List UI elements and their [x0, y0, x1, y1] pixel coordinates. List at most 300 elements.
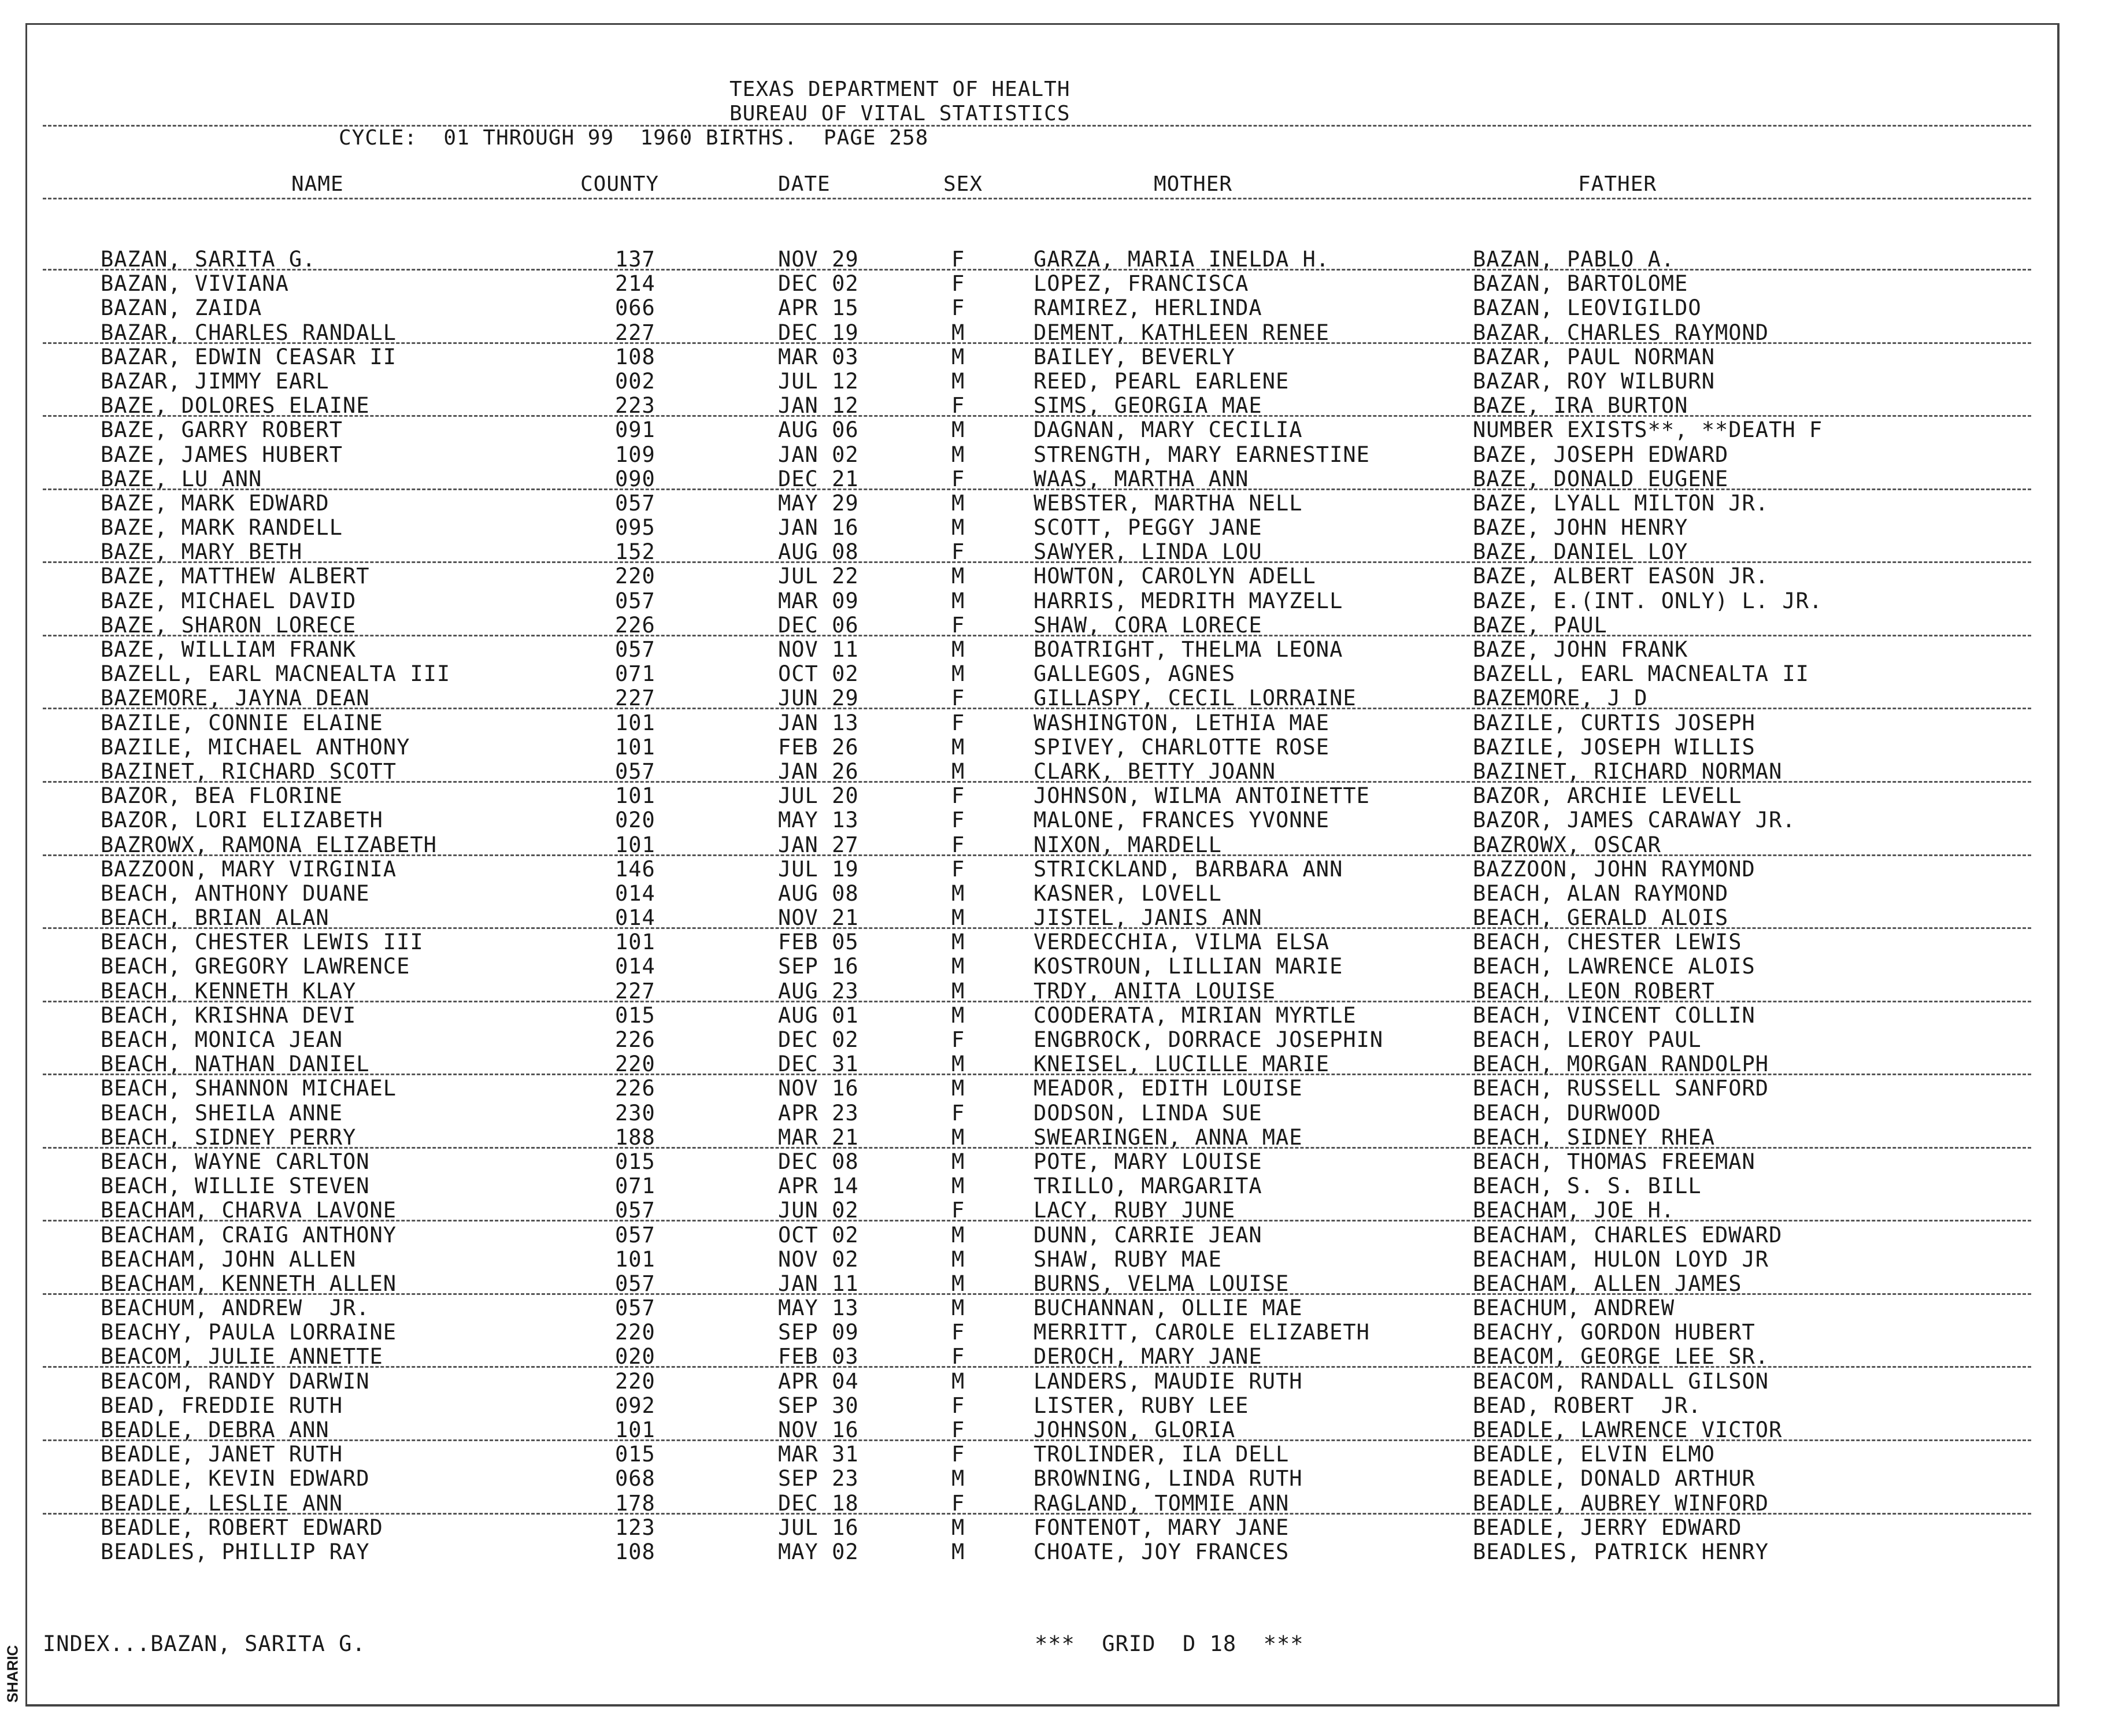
- table-row: [0, 247, 2115, 271]
- cell-father: BEADLES, PATRICK HENRY: [1473, 1539, 1769, 1564]
- cell-father: BEACHY, GORDON HUBERT: [1473, 1320, 1755, 1345]
- cell-county: 066: [615, 295, 655, 321]
- cell-name: BAZE, MATTHEW ALBERT: [101, 564, 370, 589]
- table-row: [0, 1052, 2115, 1076]
- cell-county: 071: [615, 661, 655, 687]
- cell-name: BEAD, FREDDIE RUTH: [101, 1393, 343, 1418]
- cell-date: APR 15: [778, 295, 859, 321]
- cell-county: 226: [615, 1027, 655, 1052]
- cell-county: 101: [615, 783, 655, 809]
- cell-name: BEADLES, PHILLIP RAY: [101, 1539, 370, 1564]
- cell-date: JUL 16: [778, 1515, 859, 1540]
- cell-date: SEP 30: [778, 1393, 859, 1418]
- cell-sex: M: [951, 734, 965, 760]
- cell-date: FEB 05: [778, 930, 859, 955]
- table-row: [0, 1515, 2115, 1539]
- cell-date: DEC 31: [778, 1052, 859, 1077]
- table-row: [0, 295, 2115, 320]
- cell-county: 014: [615, 880, 655, 906]
- cell-sex: M: [951, 1149, 965, 1174]
- cell-sex: M: [951, 1076, 965, 1101]
- cell-sex: F: [951, 783, 965, 809]
- cell-mother: TRDY, ANITA LOUISE: [1034, 978, 1276, 1004]
- cell-county: 227: [615, 320, 655, 345]
- cell-county: 226: [615, 612, 655, 638]
- cell-date: JAN 26: [778, 758, 859, 784]
- cell-father: BEACH, ALAN RAYMOND: [1473, 880, 1729, 906]
- cell-sex: F: [951, 539, 965, 565]
- cell-father: BEADLE, AUBREY WINFORD: [1473, 1490, 1769, 1516]
- table-row: [0, 710, 2115, 735]
- cell-mother: HOWTON, CAROLYN ADELL: [1034, 564, 1316, 589]
- cell-county: 227: [615, 978, 655, 1004]
- table-row: [0, 637, 2115, 661]
- cell-name: BEACHAM, JOHN ALLEN: [101, 1246, 357, 1272]
- cell-county: 057: [615, 1198, 655, 1223]
- cell-father: BEADLE, JERRY EDWARD: [1473, 1515, 1742, 1540]
- cell-father: BEACH, LEROY PAUL: [1473, 1027, 1702, 1052]
- column-header-divider: [43, 198, 2031, 199]
- cell-father: BEACH, RUSSELL SANFORD: [1473, 1076, 1769, 1101]
- cell-sex: M: [951, 880, 965, 906]
- cell-name: BEACHAM, CHARVA LAVONE: [101, 1198, 397, 1223]
- cell-mother: ENGBROCK, DORRACE JOSEPHIN: [1034, 1027, 1384, 1052]
- cell-father: BAZAN, BARTOLOME: [1473, 271, 1688, 297]
- table-row: [0, 369, 2115, 393]
- table-row: [0, 1539, 2115, 1564]
- cell-county: 090: [615, 466, 655, 491]
- cell-date: NOV 16: [778, 1417, 859, 1442]
- cell-name: BAZILE, MICHAEL ANTHONY: [101, 734, 410, 760]
- cell-father: BEACH, DURWOOD: [1473, 1100, 1661, 1126]
- cell-father: BEADLE, LAWRENCE VICTOR: [1473, 1417, 1783, 1442]
- cell-father: BAZAN, PABLO A.: [1473, 247, 1675, 272]
- cell-name: BAZEMORE, JAYNA DEAN: [101, 686, 370, 711]
- cell-date: MAR 09: [778, 588, 859, 613]
- cell-sex: F: [951, 612, 965, 638]
- cell-date: APR 14: [778, 1174, 859, 1199]
- cell-father: BEACHAM, CHARLES EDWARD: [1473, 1222, 1783, 1248]
- cell-county: 137: [615, 247, 655, 272]
- cell-name: BAZILE, CONNIE ELAINE: [101, 710, 383, 735]
- cell-date: MAR 31: [778, 1442, 859, 1467]
- cell-father: BAZOR, JAMES CARAWAY JR.: [1473, 808, 1796, 833]
- cell-father: BEADLE, ELVIN ELMO: [1473, 1442, 1715, 1467]
- cell-father: BAZE, DONALD EUGENE: [1473, 466, 1729, 491]
- cell-name: BEADLE, ROBERT EDWARD: [101, 1515, 383, 1540]
- cell-father: BAZELL, EARL MACNEALTA II: [1473, 661, 1809, 687]
- cell-date: JAN 27: [778, 832, 859, 857]
- cell-mother: WAAS, MARTHA ANN: [1034, 466, 1249, 491]
- cell-name: BAZE, WILLIAM FRANK: [101, 637, 357, 662]
- cell-date: JAN 12: [778, 393, 859, 419]
- cell-county: 015: [615, 1002, 655, 1028]
- cell-father: BEACHAM, HULON LOYD JR: [1473, 1246, 1769, 1272]
- cell-county: 214: [615, 271, 655, 297]
- header-cycle: CYCLE: 01 THROUGH 99 1960 BIRTHS. PAGE 258: [339, 126, 929, 150]
- cell-name: BEACH, BRIAN ALAN: [101, 905, 329, 931]
- cell-mother: CLARK, BETTY JOANN: [1034, 758, 1276, 784]
- cell-date: APR 04: [778, 1368, 859, 1394]
- cell-sex: M: [951, 637, 965, 662]
- cell-name: BAZE, MARY BETH: [101, 539, 303, 565]
- cell-county: 220: [615, 1320, 655, 1345]
- cell-name: BEACOM, JULIE ANNETTE: [101, 1344, 383, 1369]
- cell-mother: BROWNING, LINDA RUTH: [1034, 1466, 1303, 1491]
- cell-county: 101: [615, 710, 655, 735]
- cell-sex: F: [951, 710, 965, 735]
- cell-mother: VERDECCHIA, VILMA ELSA: [1034, 930, 1330, 955]
- table-row: [0, 393, 2115, 417]
- cell-date: OCT 02: [778, 661, 859, 687]
- cell-sex: M: [951, 1539, 965, 1564]
- cell-date: MAY 13: [778, 808, 859, 833]
- cell-county: 101: [615, 1246, 655, 1272]
- table-row: [0, 1101, 2115, 1125]
- cell-mother: KNEISEL, LUCILLE MARIE: [1034, 1052, 1330, 1077]
- cell-date: MAY 13: [778, 1295, 859, 1321]
- cell-mother: SHAW, RUBY MAE: [1034, 1246, 1222, 1272]
- footer-grid: *** GRID D 18 ***: [1035, 1631, 1304, 1656]
- cell-father: BAZE, DANIEL LOY: [1473, 539, 1688, 565]
- cell-name: BEADLE, DEBRA ANN: [101, 1417, 329, 1442]
- cell-date: SEP 09: [778, 1320, 859, 1345]
- table-row: [0, 661, 2115, 686]
- cell-name: BAZE, MARK EDWARD: [101, 490, 329, 516]
- cell-sex: M: [951, 1515, 965, 1540]
- cell-sex: F: [951, 1027, 965, 1052]
- cell-father: BAZAR, CHARLES RAYMOND: [1473, 320, 1769, 345]
- cell-date: AUG 23: [778, 978, 859, 1004]
- cell-date: JAN 11: [778, 1271, 859, 1296]
- cell-mother: KASNER, LOVELL: [1034, 880, 1222, 906]
- table-row: [0, 881, 2115, 905]
- cell-sex: M: [951, 1002, 965, 1028]
- column-header-mother: MOTHER: [1154, 172, 1233, 196]
- cell-name: BAZE, MICHAEL DAVID: [101, 588, 357, 613]
- cell-mother: MERRITT, CAROLE ELIZABETH: [1034, 1320, 1370, 1345]
- cell-sex: M: [951, 1271, 965, 1296]
- column-header-name: NAME: [291, 172, 344, 196]
- table-row: [0, 1003, 2115, 1027]
- table-row: [0, 735, 2115, 759]
- cell-county: 178: [615, 1490, 655, 1516]
- cell-date: JUN 02: [778, 1198, 859, 1223]
- cell-date: AUG 08: [778, 880, 859, 906]
- cell-mother: HARRIS, MEDRITH MAYZELL: [1034, 588, 1343, 613]
- cell-mother: BUCHANNAN, OLLIE MAE: [1034, 1295, 1303, 1321]
- cell-county: 227: [615, 686, 655, 711]
- cell-date: AUG 08: [778, 539, 859, 565]
- table-row: [0, 442, 2115, 467]
- table-row: [0, 930, 2115, 954]
- header-department: TEXAS DEPARTMENT OF HEALTH: [729, 77, 1071, 101]
- cell-mother: POTE, MARY LOUISE: [1034, 1149, 1262, 1174]
- cell-name: BAZAR, EDWIN CEASAR II: [101, 344, 397, 369]
- cell-father: BEACHAM, ALLEN JAMES: [1473, 1271, 1742, 1296]
- cell-date: JUL 20: [778, 783, 859, 809]
- cell-name: BAZE, GARRY ROBERT: [101, 417, 343, 443]
- cell-county: 092: [615, 1393, 655, 1418]
- cell-county: 057: [615, 490, 655, 516]
- cell-father: BEACH, S. S. BILL: [1473, 1174, 1702, 1199]
- cell-father: BEACHAM, JOE H.: [1473, 1198, 1675, 1223]
- cell-sex: F: [951, 808, 965, 833]
- table-row: [0, 1247, 2115, 1271]
- cell-name: BEADLE, KEVIN EDWARD: [101, 1466, 370, 1491]
- cell-date: NOV 16: [778, 1076, 859, 1101]
- cell-father: BAZE, ALBERT EASON JR.: [1473, 564, 1769, 589]
- cell-sex: M: [951, 1174, 965, 1199]
- cell-mother: TROLINDER, ILA DELL: [1034, 1442, 1290, 1467]
- cell-sex: M: [951, 758, 965, 784]
- cell-mother: RAGLAND, TOMMIE ANN: [1034, 1490, 1290, 1516]
- cell-name: BEACOM, RANDY DARWIN: [101, 1368, 370, 1394]
- cell-county: 108: [615, 344, 655, 369]
- cell-name: BEACHY, PAULA LORRAINE: [101, 1320, 397, 1345]
- cell-name: BEACH, SHEILA ANNE: [101, 1100, 343, 1126]
- cell-mother: SCOTT, PEGGY JANE: [1034, 515, 1262, 541]
- table-row: [0, 613, 2115, 637]
- cell-mother: TRILLO, MARGARITA: [1034, 1174, 1262, 1199]
- cell-mother: BOATRIGHT, THELMA LEONA: [1034, 637, 1343, 662]
- column-header-father: FATHER: [1578, 172, 1657, 196]
- cell-name: BEACH, MONICA JEAN: [101, 1027, 343, 1052]
- cell-mother: GARZA, MARIA INELDA H.: [1034, 247, 1330, 272]
- cell-name: BEADLE, JANET RUTH: [101, 1442, 343, 1467]
- cell-mother: BURNS, VELMA LOUISE: [1034, 1271, 1290, 1296]
- cell-date: JAN 02: [778, 442, 859, 467]
- cell-sex: M: [951, 1124, 965, 1150]
- table-row: [0, 686, 2115, 710]
- table-row: [0, 1198, 2115, 1222]
- cell-name: BAZAN, ZAIDA: [101, 295, 262, 321]
- cell-name: BAZOR, BEA FLORINE: [101, 783, 343, 809]
- table-row: [0, 1466, 2115, 1490]
- cell-county: 188: [615, 1124, 655, 1150]
- cell-county: 109: [615, 442, 655, 467]
- cell-date: JUN 29: [778, 686, 859, 711]
- cell-sex: M: [951, 905, 965, 931]
- cell-father: BAZZOON, JOHN RAYMOND: [1473, 856, 1755, 882]
- table-row: [0, 320, 2115, 345]
- cell-father: BEACHUM, ANDREW: [1473, 1295, 1675, 1321]
- cell-county: 152: [615, 539, 655, 565]
- cell-date: OCT 02: [778, 1222, 859, 1248]
- cell-date: JUL 12: [778, 368, 859, 394]
- cell-date: DEC 02: [778, 271, 859, 297]
- table-row: [0, 783, 2115, 808]
- cell-name: BAZE, DOLORES ELAINE: [101, 393, 370, 419]
- cell-father: BAZAR, PAUL NORMAN: [1473, 344, 1715, 369]
- column-header-county: COUNTY: [580, 172, 660, 196]
- cell-sex: M: [951, 1052, 965, 1077]
- table-row: [0, 467, 2115, 491]
- cell-father: BAZE, JOSEPH EDWARD: [1473, 442, 1729, 467]
- cell-mother: JOHNSON, WILMA ANTOINETTE: [1034, 783, 1370, 809]
- table-row: [0, 1320, 2115, 1344]
- cell-name: BAZZOON, MARY VIRGINIA: [101, 856, 397, 882]
- cell-sex: F: [951, 856, 965, 882]
- cell-name: BEACH, SHANNON MICHAEL: [101, 1076, 397, 1101]
- cell-father: BEADLE, DONALD ARTHUR: [1473, 1466, 1755, 1491]
- cell-mother: DEMENT, KATHLEEN RENEE: [1034, 320, 1330, 345]
- cell-sex: M: [951, 1466, 965, 1491]
- cell-date: DEC 02: [778, 1027, 859, 1052]
- cell-sex: F: [951, 271, 965, 297]
- cell-mother: SHAW, CORA LORECE: [1034, 612, 1262, 638]
- cell-county: 226: [615, 1076, 655, 1101]
- table-row: [0, 1174, 2115, 1198]
- cell-mother: MALONE, FRANCES YVONNE: [1034, 808, 1330, 833]
- cell-sex: F: [951, 1417, 965, 1442]
- cell-name: BAZAR, JIMMY EARL: [101, 368, 329, 394]
- table-row: [0, 1344, 2115, 1368]
- table-row: [0, 1442, 2115, 1466]
- table-row: [0, 539, 2115, 564]
- cell-mother: LISTER, RUBY LEE: [1034, 1393, 1249, 1418]
- header-bureau: BUREAU OF VITAL STATISTICS: [729, 102, 1071, 125]
- cell-name: BEACH, NATHAN DANIEL: [101, 1052, 370, 1077]
- cell-mother: JOHNSON, GLORIA: [1034, 1417, 1236, 1442]
- table-row: [0, 759, 2115, 783]
- table-row: [0, 1295, 2115, 1320]
- cell-county: 101: [615, 930, 655, 955]
- cell-date: JUL 19: [778, 856, 859, 882]
- cell-date: AUG 06: [778, 417, 859, 443]
- column-header-sex: SEX: [943, 172, 983, 196]
- cell-name: BAZINET, RICHARD SCOTT: [101, 758, 397, 784]
- cell-father: BAZE, JOHN FRANK: [1473, 637, 1688, 662]
- cell-mother: DODSON, LINDA SUE: [1034, 1100, 1262, 1126]
- cell-sex: M: [951, 661, 965, 687]
- cell-mother: LOPEZ, FRANCISCA: [1034, 271, 1249, 297]
- cell-mother: STRICKLAND, BARBARA ANN: [1034, 856, 1343, 882]
- cell-father: BEACH, LEON ROBERT: [1473, 978, 1715, 1004]
- cell-date: DEC 06: [778, 612, 859, 638]
- cell-father: NUMBER EXISTS**, **DEATH F: [1473, 417, 1823, 443]
- cell-mother: GALLEGOS, AGNES: [1034, 661, 1236, 687]
- cell-mother: NIXON, MARDELL: [1034, 832, 1222, 857]
- cell-sex: M: [951, 1246, 965, 1272]
- cell-sex: M: [951, 1222, 965, 1248]
- cell-mother: CHOATE, JOY FRANCES: [1034, 1539, 1290, 1564]
- cell-county: 223: [615, 393, 655, 419]
- cell-father: BEACH, GERALD ALOIS: [1473, 905, 1729, 931]
- cell-father: BAZILE, JOSEPH WILLIS: [1473, 734, 1755, 760]
- cell-sex: F: [951, 1490, 965, 1516]
- cell-mother: LANDERS, MAUDIE RUTH: [1034, 1368, 1303, 1394]
- cell-county: 095: [615, 515, 655, 541]
- cell-father: BEACH, SIDNEY RHEA: [1473, 1124, 1715, 1150]
- cell-county: 057: [615, 1295, 655, 1321]
- cell-father: BAZROWX, OSCAR: [1473, 832, 1661, 857]
- cell-county: 220: [615, 564, 655, 589]
- cell-county: 101: [615, 734, 655, 760]
- cell-name: BEACH, KENNETH KLAY: [101, 978, 357, 1004]
- table-row: [0, 1027, 2115, 1052]
- cell-mother: RAMIREZ, HERLINDA: [1034, 295, 1262, 321]
- cell-county: 146: [615, 856, 655, 882]
- table-row: [0, 1271, 2115, 1295]
- cell-county: 057: [615, 758, 655, 784]
- cell-name: BAZE, JAMES HUBERT: [101, 442, 343, 467]
- table-row: [0, 588, 2115, 613]
- cell-date: JAN 13: [778, 710, 859, 735]
- cell-father: BAZE, LYALL MILTON JR.: [1473, 490, 1769, 516]
- cell-name: BEACH, WAYNE CARLTON: [101, 1149, 370, 1174]
- cell-date: FEB 03: [778, 1344, 859, 1369]
- cell-mother: COODERATA, MIRIAN MYRTLE: [1034, 1002, 1357, 1028]
- cell-date: NOV 02: [778, 1246, 859, 1272]
- cell-name: BAZE, MARK RANDELL: [101, 515, 343, 541]
- cell-mother: SWEARINGEN, ANNA MAE: [1034, 1124, 1303, 1150]
- table-row: [0, 1491, 2115, 1515]
- cell-sex: F: [951, 393, 965, 419]
- cell-county: 220: [615, 1052, 655, 1077]
- cell-mother: DUNN, CARRIE JEAN: [1034, 1222, 1262, 1248]
- cell-father: BAZILE, CURTIS JOSEPH: [1473, 710, 1755, 735]
- cell-county: 057: [615, 637, 655, 662]
- cell-name: BAZE, SHARON LORECE: [101, 612, 357, 638]
- cell-sex: F: [951, 1393, 965, 1418]
- cell-county: 230: [615, 1100, 655, 1126]
- cell-county: 057: [615, 1222, 655, 1248]
- cell-date: SEP 23: [778, 1466, 859, 1491]
- cell-county: 057: [615, 1271, 655, 1296]
- cell-sex: M: [951, 978, 965, 1004]
- cell-mother: JISTEL, JANIS ANN: [1034, 905, 1262, 931]
- cell-father: BEACH, LAWRENCE ALOIS: [1473, 954, 1755, 979]
- cell-county: 123: [615, 1515, 655, 1540]
- cell-sex: F: [951, 1198, 965, 1223]
- cell-father: BAZE, JOHN HENRY: [1473, 515, 1688, 541]
- cell-name: BAZAR, CHARLES RANDALL: [101, 320, 397, 345]
- table-row: [0, 515, 2115, 539]
- table-row: [0, 271, 2115, 295]
- table-row: [0, 979, 2115, 1003]
- table-row: [0, 1125, 2115, 1149]
- cell-name: BEACHAM, KENNETH ALLEN: [101, 1271, 397, 1296]
- cell-father: BEACH, CHESTER LEWIS: [1473, 930, 1742, 955]
- cell-county: 020: [615, 1344, 655, 1369]
- cell-sex: M: [951, 368, 965, 394]
- cell-date: MAY 29: [778, 490, 859, 516]
- cell-name: BEACH, CHESTER LEWIS III: [101, 930, 424, 955]
- cell-date: NOV 21: [778, 905, 859, 931]
- cell-father: BEACH, VINCENT COLLIN: [1473, 1002, 1755, 1028]
- cell-date: APR 23: [778, 1100, 859, 1126]
- cell-father: BEACH, THOMAS FREEMAN: [1473, 1149, 1755, 1174]
- table-row: [0, 905, 2115, 930]
- cell-sex: M: [951, 930, 965, 955]
- cell-sex: F: [951, 686, 965, 711]
- cell-date: MAR 03: [778, 344, 859, 369]
- cell-date: NOV 11: [778, 637, 859, 662]
- cell-sex: F: [951, 1344, 965, 1369]
- cell-date: MAY 02: [778, 1539, 859, 1564]
- cell-county: 071: [615, 1174, 655, 1199]
- cell-name: BEACH, GREGORY LAWRENCE: [101, 954, 410, 979]
- cell-county: 014: [615, 905, 655, 931]
- cell-county: 014: [615, 954, 655, 979]
- table-row: [0, 1223, 2115, 1247]
- cell-name: BEACH, ANTHONY DUANE: [101, 880, 370, 906]
- cell-father: BEAD, ROBERT JR.: [1473, 1393, 1702, 1418]
- cell-mother: BAILEY, BEVERLY: [1034, 344, 1236, 369]
- cell-county: 220: [615, 1368, 655, 1394]
- cell-mother: DEROCH, MARY JANE: [1034, 1344, 1262, 1369]
